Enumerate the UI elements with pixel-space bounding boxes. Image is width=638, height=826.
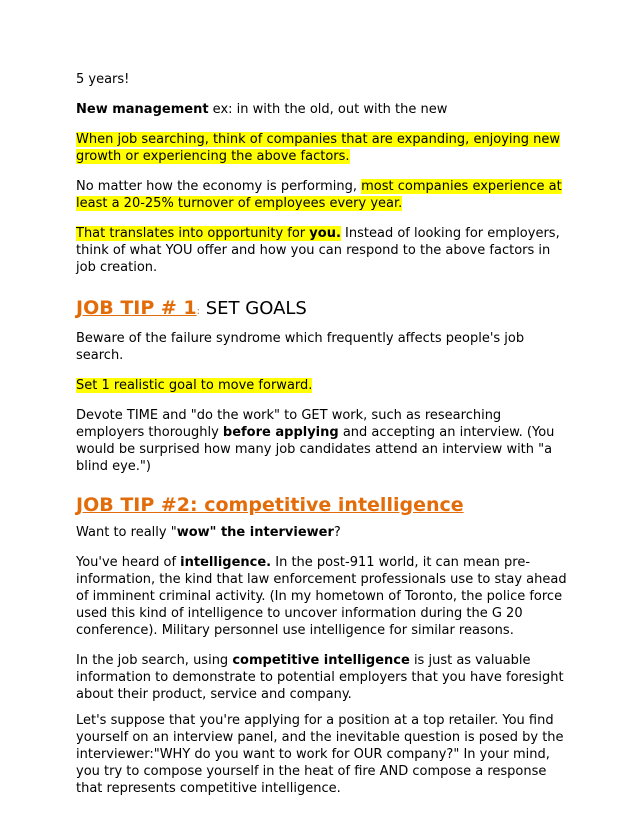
job-tip-1-title: SET GOALS xyxy=(200,298,307,319)
intelligence-b: In the post-911 world, it can mean pre-information, the kind that law enforcement professionals use to stay ahead of imminent criminal activity. (In my hometown of Toronto, the police force used this kind of intelligence to uncover information during the G 20 conference). Military personnel use intelligence for similar reasons. xyxy=(76,555,567,638)
wow-bold: wow" the interviewer xyxy=(176,525,334,540)
paragraph-intelligence xyxy=(76,554,572,639)
opportunity-you-bold: you. xyxy=(309,226,341,241)
ci-a: In the job search, using xyxy=(76,653,233,668)
new-management-bold: New management xyxy=(76,102,209,117)
paragraph-new-management xyxy=(76,101,572,118)
paragraph-retailer: Let's suppose that you're applying for a position at a top retailer. You find yourself on an interview panel, and the inevitable question is posed by the interviewer:"WHY do you want to work for OUR company?" In your mind, you try to compose yourself in the heat of fire AND compose a response that represents competitive intelligence. xyxy=(76,713,564,796)
paragraph-five-years: 5 years! xyxy=(76,72,130,87)
job-searching-highlight: When job searching, think of companies that are expanding, enjoying new growth or experiencing the above factors. xyxy=(76,132,561,164)
ci-bold: competitive intelligence xyxy=(232,653,410,668)
set-goal-highlight: Set 1 realistic goal to move forward. xyxy=(76,378,313,393)
before-applying-bold: before applying xyxy=(222,425,339,440)
paragraph-wow xyxy=(76,524,572,541)
new-management-rest: ex: in with the old, out with the new xyxy=(208,102,448,117)
economy-plain: No matter how the economy is performing, xyxy=(76,179,362,194)
paragraph-opportunity xyxy=(76,225,572,276)
paragraph-job-searching xyxy=(76,131,572,165)
opportunity-highlight: That translates into opportunity for xyxy=(76,226,310,241)
economy-highlight: most companies experience at least a 20-25% turnover of employees every year. xyxy=(76,179,562,211)
job-tip-1-heading xyxy=(76,296,572,324)
devote-time-b: and accepting an interview. (You would be surprised how many job candidates attend an interview with "a blind eye.") xyxy=(76,425,555,474)
intelligence-a: You've heard of xyxy=(76,555,181,570)
document-body xyxy=(76,71,572,797)
paragraph-devote-time xyxy=(76,407,572,475)
paragraph-economy xyxy=(76,178,572,212)
job-tip-2-heading xyxy=(76,493,572,520)
paragraph-competitive-intelligence xyxy=(76,652,572,703)
intelligence-bold: intelligence. xyxy=(180,555,272,570)
ci-b: is just as valuable information to demonstrate to potential employers that you have foresight about their product, service and company. xyxy=(76,653,564,702)
job-tip-2-label: JOB TIP #2: competitive intelligence xyxy=(76,494,464,516)
wow-a: Want to really " xyxy=(76,525,177,540)
opportunity-rest: Instead of looking for employers, think of what YOU offer and how you can respond to the above factors in job creation. xyxy=(76,226,560,275)
paragraph-failure-syndrome: Beware of the failure syndrome which frequently affects people's job search. xyxy=(76,331,525,363)
paragraph-set-goal xyxy=(76,377,572,394)
job-tip-1-label: JOB TIP # 1 xyxy=(76,297,197,319)
wow-b: ? xyxy=(333,525,341,540)
devote-time-a: Devote TIME and "do the work" to GET work, such as researching employers thoroughly xyxy=(76,408,502,440)
job-tip-1-colon: : xyxy=(196,306,201,317)
